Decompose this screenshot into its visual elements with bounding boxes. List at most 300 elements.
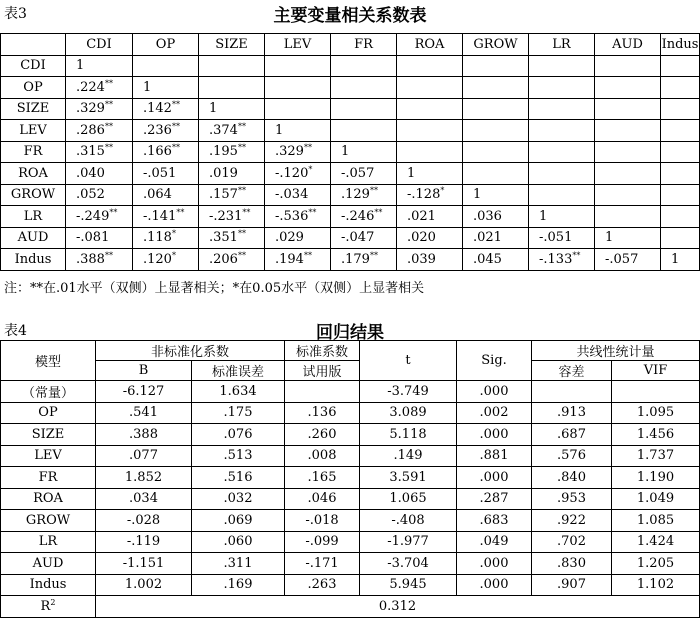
column-header: FR [331,34,397,56]
cell-value: .029 [275,230,304,246]
table-cell: 1.852 [96,467,192,489]
table-cell [397,141,463,163]
table-cell: -6.127 [96,381,192,403]
cell-value: 1 [605,230,614,246]
table-cell: 5.945 [360,574,457,596]
r-squared-label: $R^2$ [1,596,96,618]
table-cell: 1.190 [612,467,700,489]
table-cell [595,77,661,99]
table-cell: .907 [532,574,612,596]
table-cell [331,98,397,120]
table-cell [265,184,331,206]
table-cell: 3.591 [360,467,457,489]
row-header: LR [1,531,96,553]
cell-value: 1 [671,251,680,267]
table-cell [66,141,133,163]
significance-mark: ** [237,143,246,153]
table4-caption [0,317,700,343]
cell-value: .388 [76,251,105,267]
table-row [1,141,700,163]
significance-mark: * [440,186,445,196]
table-cell: .311 [192,553,285,575]
table-cell [66,163,133,185]
table-cell [397,206,463,228]
cell-value: -.057 [341,165,375,181]
header-unstandardized: 非标准化系数 [96,341,285,361]
table-cell [133,184,199,206]
table-cell: .077 [96,445,192,467]
table-cell [397,77,463,99]
table-cell [331,249,397,271]
table-cell [199,98,265,120]
table-cell [66,227,133,249]
table-cell: 3.089 [360,402,457,424]
table-row [1,424,700,446]
table-cell [661,206,700,228]
table-cell: -1.977 [360,531,457,553]
table-cell: .913 [532,402,612,424]
table-cell [661,55,700,77]
table-cell [331,120,397,142]
table-cell [595,163,661,185]
table-cell [397,55,463,77]
table3-caption [0,0,700,26]
cell-value: -.133 [539,251,573,267]
table3-note: 注：**在.01水平（双侧）上显著相关；*在0.05水平（双侧）上显著相关 [4,281,425,296]
table-row [1,381,700,403]
table-cell [331,141,397,163]
cell-value: 1 [209,101,218,117]
table-cell: .149 [360,445,457,467]
corner-cell [1,34,66,56]
cell-value: .118 [143,230,172,246]
table-cell [661,184,700,206]
table-cell [133,206,199,228]
table-row [1,510,700,532]
row-header: GROW [1,510,96,532]
row-header: LEV [1,120,66,142]
significance-mark: ** [303,250,312,260]
table-cell [397,98,463,120]
row-header: OP [1,402,96,424]
table-row [1,574,700,596]
table-cell: .000 [457,467,532,489]
header-t: t [360,341,457,381]
table-cell [199,163,265,185]
table-cell [661,98,700,120]
table-cell [331,227,397,249]
table-cell: 1.002 [96,574,192,596]
cell-value: 1 [473,187,482,203]
table-cell: .008 [285,445,360,467]
table-cell [331,206,397,228]
table-cell: .169 [192,574,285,596]
table-cell: 1.456 [612,424,700,446]
table-cell [595,55,661,77]
table-cell [133,77,199,99]
cell-value: 1 [275,122,284,138]
table-cell: -.171 [285,553,360,575]
table-cell [463,249,529,271]
cell-value: 1 [341,144,350,160]
table-cell [463,77,529,99]
cell-value: .129 [341,187,370,203]
table-row [1,55,700,77]
cell-value: -.536 [275,208,309,224]
header-collinearity: 共线性统计量 [532,341,700,361]
table-cell [265,98,331,120]
significance-mark: ** [104,250,113,260]
table-cell: .000 [457,574,532,596]
table3-label: 表3 [4,6,27,22]
table-cell [463,227,529,249]
cell-value: .021 [407,208,436,224]
cell-value: .019 [209,165,238,181]
table-cell [199,227,265,249]
table-cell: -.099 [285,531,360,553]
table-cell [265,163,331,185]
table-cell: .136 [285,402,360,424]
table-cell: -.018 [285,510,360,532]
table-row [1,184,700,206]
table-cell: 1.102 [612,574,700,596]
table-cell: .388 [96,424,192,446]
table-cell [595,206,661,228]
cell-value: .021 [473,230,502,246]
row-header: AUD [1,553,96,575]
cell-value: .120 [143,251,172,267]
table-cell [529,249,595,271]
table-row [1,249,700,271]
table-cell [529,184,595,206]
table-row [1,467,700,489]
significance-mark: ** [237,121,246,131]
header-b: B [96,361,192,381]
table-cell [463,98,529,120]
significance-mark: * [171,250,176,260]
row-header: SIZE [1,98,66,120]
table-cell [66,55,133,77]
table-cell [66,98,133,120]
table-cell [199,141,265,163]
header-std-error: 标准误差 [192,361,285,381]
table-cell: .513 [192,445,285,467]
table-cell: .032 [192,488,285,510]
table-cell [331,55,397,77]
significance-mark: ** [104,121,113,131]
column-header: ROA [397,34,463,56]
cell-value: -.128 [407,187,441,203]
significance-mark: ** [237,186,246,196]
header-tolerance: 容差 [532,361,612,381]
cell-value: .036 [473,208,502,224]
table-cell [661,120,700,142]
table-cell: .060 [192,531,285,553]
table-cell [199,249,265,271]
cell-value: .206 [209,251,238,267]
table-cell: .175 [192,402,285,424]
table-cell [661,163,700,185]
row-header: Indus [1,574,96,596]
cell-value: .195 [209,144,238,160]
table-cell: 1.065 [360,488,457,510]
column-header: LR [529,34,595,56]
table-cell [199,120,265,142]
table-cell [529,141,595,163]
table-cell [265,55,331,77]
table-cell: .046 [285,488,360,510]
cell-value: -.051 [539,230,573,246]
table-cell [265,249,331,271]
table-cell [397,227,463,249]
column-header: AUD [595,34,661,56]
header-standardized: 标准系数 [285,341,360,361]
r-squared-row [1,596,700,618]
table-cell: .069 [192,510,285,532]
significance-mark: ** [104,100,113,110]
significance-mark: ** [308,207,317,217]
table-cell [66,77,133,99]
table-cell [265,141,331,163]
cell-value: .064 [143,187,172,203]
table-row [1,531,700,553]
table-cell: -3.704 [360,553,457,575]
table-cell [463,184,529,206]
regression-table [0,340,700,618]
table-row [1,445,700,467]
regression-header-row-2 [1,361,700,381]
r-squared-value: 0.312 [96,596,700,618]
significance-mark: ** [374,207,383,217]
table-cell: .263 [285,574,360,596]
cell-value: .374 [209,122,238,138]
table-cell [133,227,199,249]
table-cell [612,381,700,403]
row-header: LEV [1,445,96,467]
table-cell: .076 [192,424,285,446]
table-cell [595,227,661,249]
significance-mark: * [171,229,176,239]
cell-value: 1 [143,79,152,95]
table-cell: .702 [532,531,612,553]
header-sig: Sig. [457,341,532,381]
cell-value: -.057 [605,251,639,267]
significance-mark: ** [572,250,581,260]
table-cell [529,98,595,120]
row-header: Indus [1,249,66,271]
cell-value: .157 [209,187,238,203]
significance-mark: ** [176,207,185,217]
table-cell [199,55,265,77]
table-cell: .516 [192,467,285,489]
table-cell [595,141,661,163]
table-cell: 1.085 [612,510,700,532]
significance-mark: ** [369,250,378,260]
table-cell [66,120,133,142]
table-cell: 1.205 [612,553,700,575]
significance-mark: ** [171,100,180,110]
cell-value: -.034 [275,187,309,203]
table-cell: -.028 [96,510,192,532]
table-cell: .683 [457,510,532,532]
table-cell: -3.749 [360,381,457,403]
table-cell [529,55,595,77]
table-cell [331,163,397,185]
table-row [1,98,700,120]
cell-value: -.081 [76,230,110,246]
table-row [1,120,700,142]
table-cell [463,55,529,77]
table-cell [133,141,199,163]
table-cell [66,206,133,228]
cell-value: 1 [76,58,85,74]
table-cell [661,249,700,271]
table-cell: .049 [457,531,532,553]
significance-mark: ** [109,207,118,217]
table-cell: .881 [457,445,532,467]
cell-value: -.141 [143,208,177,224]
row-header: ROA [1,163,66,185]
column-header: Indus [661,34,700,56]
row-header: LR [1,206,66,228]
table-cell: .576 [532,445,612,467]
cell-value: -.120 [275,165,309,181]
table3-title: 主要变量相关系数表 [273,6,427,26]
row-header: SIZE [1,424,96,446]
table-cell [397,163,463,185]
significance-mark: ** [104,143,113,153]
table-cell: 1.095 [612,402,700,424]
table-cell: .000 [457,381,532,403]
table-cell: .830 [532,553,612,575]
column-header: CDI [66,34,133,56]
table-cell: 5.118 [360,424,457,446]
table-cell [529,206,595,228]
table-cell: .953 [532,488,612,510]
row-header: （常量） [1,381,96,403]
row-header: OP [1,77,66,99]
table-cell: .922 [532,510,612,532]
correlation-table [0,33,700,271]
table-cell: .002 [457,402,532,424]
cell-value: .224 [76,79,105,95]
cell-value: -.249 [76,208,110,224]
table-cell: -.119 [96,531,192,553]
table-cell [529,120,595,142]
column-header: LEV [265,34,331,56]
table-row [1,77,700,99]
table-cell [133,249,199,271]
significance-mark: ** [171,143,180,153]
table-cell [285,381,360,403]
row-header: ROA [1,488,96,510]
correlation-header-row [1,34,700,56]
table-cell [199,77,265,99]
table-cell: .541 [96,402,192,424]
column-header: GROW [463,34,529,56]
cell-value: .166 [143,144,172,160]
cell-value: -.231 [209,208,243,224]
table4-title: 回归结果 [316,323,384,343]
table-cell [133,55,199,77]
table-cell [331,184,397,206]
table-cell: 1.424 [612,531,700,553]
cell-value: .052 [76,187,105,203]
table-cell [595,184,661,206]
table-cell [133,98,199,120]
table-cell [595,249,661,271]
table-row [1,488,700,510]
table-cell: .687 [532,424,612,446]
table-cell [529,163,595,185]
table-cell [265,120,331,142]
table-cell: 1.049 [612,488,700,510]
header-model: 模型 [1,341,96,381]
table-cell: .287 [457,488,532,510]
significance-mark: ** [171,121,180,131]
cell-value: 1 [539,208,548,224]
regression-header-row-1 [1,341,700,361]
table-cell [595,98,661,120]
table-cell: .034 [96,488,192,510]
table-cell [133,163,199,185]
cell-value: .040 [76,165,105,181]
table-cell: .000 [457,424,532,446]
table-cell [463,141,529,163]
table-cell [133,120,199,142]
significance-mark: ** [369,186,378,196]
header-trial: 试用版 [285,361,360,381]
cell-value: .351 [209,230,238,246]
table-cell: 1.634 [192,381,285,403]
row-header: AUD [1,227,66,249]
table-cell [66,249,133,271]
significance-mark: ** [303,143,312,153]
cell-value: .039 [407,251,436,267]
table-row [1,206,700,228]
cell-value: -.246 [341,208,375,224]
table-cell: .840 [532,467,612,489]
cell-value: .329 [275,144,304,160]
row-header: FR [1,467,96,489]
significance-mark: ** [104,78,113,88]
table-cell [199,206,265,228]
cell-value: -.047 [341,230,375,246]
table-cell: 1.737 [612,445,700,467]
cell-value: -.051 [143,165,177,181]
table-cell [532,381,612,403]
table-cell [529,77,595,99]
table-cell: -1.151 [96,553,192,575]
cell-value: .194 [275,251,304,267]
cell-value: .142 [143,101,172,117]
table-row [1,163,700,185]
table-cell [463,206,529,228]
table-cell [331,77,397,99]
row-header: FR [1,141,66,163]
cell-value: .286 [76,122,105,138]
table-cell: -.408 [360,510,457,532]
table-cell [397,120,463,142]
table-cell [265,206,331,228]
row-header: GROW [1,184,66,206]
column-header: SIZE [199,34,265,56]
table-cell: .260 [285,424,360,446]
table-row [1,227,700,249]
significance-mark: ** [237,250,246,260]
cell-value: .329 [76,101,105,117]
significance-mark: * [308,164,313,174]
